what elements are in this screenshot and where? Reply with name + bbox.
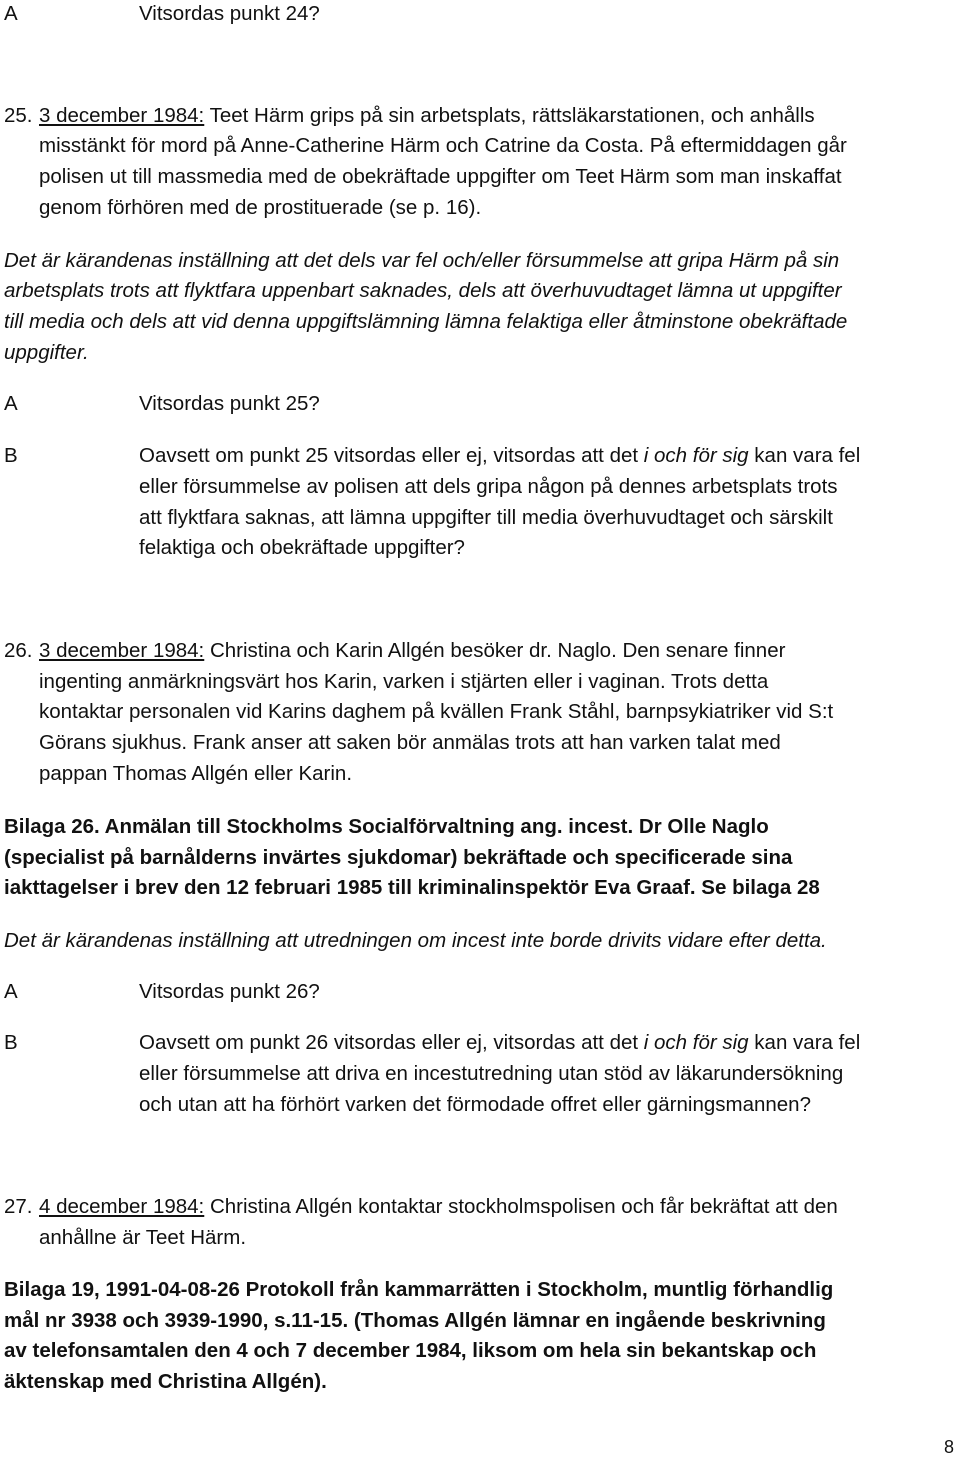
question-a-text: Vitsordas punkt 26? [139, 980, 320, 1003]
item-line-4: genom förhören med de prostituerade (se p. 16). [39, 196, 482, 219]
question-b-line-2: eller försummelse av polisen att dels gripa någon på dennes arbetsplats trots [139, 475, 838, 498]
item-line-1: 3 december 1984: Christina och Karin Allgén besöker dr. Naglo. Den senare finner [39, 639, 786, 662]
item-line-4: Görans sjukhus. Frank anser att saken bör anmälas trots att han varken talat med [39, 731, 781, 754]
page-number: 8 [943, 1437, 954, 1457]
question-a-letter: A [4, 980, 18, 1003]
question-b-line-3: att flyktfara saknas, att lämna uppgifter till media överhuvudtaget och särskilt [139, 506, 833, 529]
question-text-24: Vitsordas punkt 24? [139, 2, 320, 25]
item-line-2: ingenting anmärkningsvärt hos Karin, varken i stjärten eller i vaginan. Trots detta [39, 670, 769, 693]
item-number: 27. [4, 1195, 33, 1218]
question-b-line-4: felaktiga och obekräftade uppgifter? [139, 536, 465, 559]
question-a-letter-24: A [4, 2, 18, 25]
item-line-5: pappan Thomas Allgén eller Karin. [39, 762, 353, 785]
item-line-3: kontaktar personalen vid Karins daghem på kvällen Frank Ståhl, barnpsykiatriker vid S:t [39, 700, 834, 723]
item-line-2: misstänkt för mord på Anne-Catherine Härm och Catrine da Costa. På eftermiddagen går [39, 134, 847, 157]
question-b-line-1: Oavsett om punkt 25 vitsordas eller ej, vitsordas att det i och för sig kan vara fel [139, 444, 861, 467]
item-line-1: 4 december 1984: Christina Allgén kontaktar stockholmspolisen och får bekräftat att den [39, 1195, 838, 1218]
plaintiffs-position-26: Det är kärandenas inställning att utredningen om incest inte borde drivits vidare efter detta. [4, 929, 827, 952]
item-number: 25. [4, 104, 33, 127]
question-b-letter: B [4, 1031, 18, 1054]
question-b-letter: B [4, 444, 18, 467]
question-a-letter: A [4, 392, 18, 415]
question-b-line-3: och utan att ha förhört varken det förmodade offret eller gärningsmannen? [139, 1093, 811, 1116]
item-line-2: anhållne är Teet Härm. [39, 1226, 247, 1249]
item-date: 3 december 1984: [39, 104, 205, 127]
question-a-text: Vitsordas punkt 25? [139, 392, 320, 415]
item-date: 4 december 1984: [39, 1195, 205, 1218]
item-number: 26. [4, 639, 33, 662]
item-line-1: 3 december 1984: Teet Härm grips på sin arbetsplats, rättsläkarstationen, och anhålls [39, 104, 815, 127]
question-b-line-1: Oavsett om punkt 26 vitsordas eller ej, vitsordas att det i och för sig kan vara fel [139, 1031, 861, 1054]
item-line-3: polisen ut till massmedia med de obekräftade uppgifter om Teet Härm som man inskaffat [39, 165, 842, 188]
item-date: 3 december 1984: [39, 639, 205, 662]
question-b-line-2: eller försummelse att driva en incestutredning utan stöd av läkarundersökning [139, 1062, 844, 1085]
